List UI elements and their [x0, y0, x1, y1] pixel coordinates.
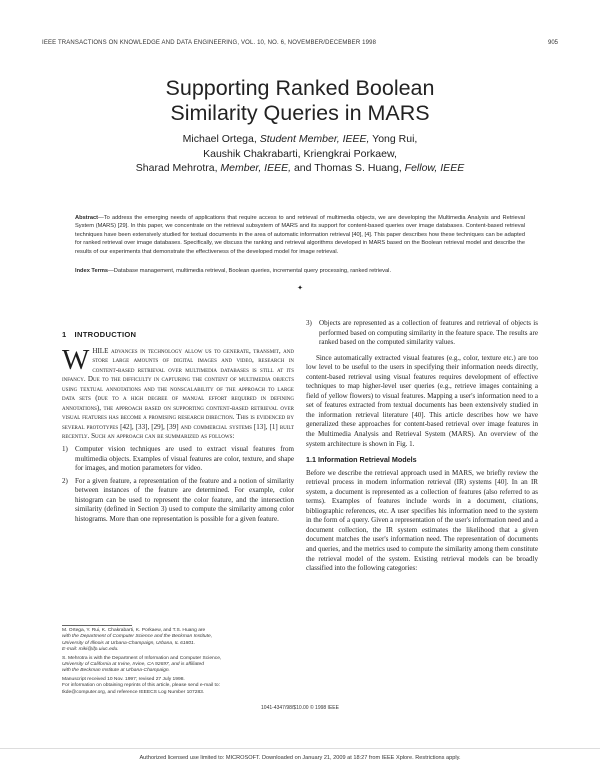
author-line-2: Kaushik Chakrabarti, Kriengkrai Porkaew, — [203, 147, 397, 160]
copyright-line: 1041-4347/98/$10.00 © 1998 IEEE — [261, 705, 339, 711]
section-1-1-heading: 1.1 Information Retrieval Models — [306, 455, 417, 465]
section-1-heading: 1 INTRODUCTION — [62, 330, 137, 339]
list-item: 2) For a given feature, a representation of the feature and a notion of similarity between instances of the feature are determined. For example, color histogram can be used to represent the color feature, and the intersection similarity (defined in Section 3) used to compute the similarity among color histograms. More than one representation is possible for a given feature. — [62, 476, 294, 523]
journal-header: IEEE TRANSACTIONS ON KNOWLEDGE AND DATA ENGINEERING, VOL. 10, NO. 6, NOVEMBER/DECEMBER 1998 — [42, 40, 377, 46]
footnotes — [62, 628, 294, 698]
index-terms-label: Index Terms — [75, 268, 109, 274]
authorized-use-notice: Authorized licensed use limited to: MICROSOFT. Downloaded on January 21, 2009 at 18:27 from IEEE Xplore. Restrictions apply. — [139, 755, 461, 761]
body-paragraph: Since automatically extracted visual features (e.g., color, texture etc.) are too low level to be useful to the users in specifying their information needs directly, content-based retrieval using visual features requires development of effective techniques to map higher-level user queries (e.g., retrieve images containing a field of yellow flowers) to visual features. Mapping a user's information need to a set of features extracted from textual documents has been extensively studied in the information retrieval literature [40]. This article describes how we have generalized these approaches for content-based retrieval over image features in the Multimedia Analysis and Retrieval System (MARS). An overview of the system architecture is shown in Fig. 1. — [306, 353, 538, 448]
body-paragraph: Before we describe the retrieval approach used in MARS, we briefly review the retrieval process in modern information retrieval (IR) systems [40]. In an IR system, a document is represented as a collection of features (also referred to as terms). Examples of features include words in a document, citations, bibliographic references, etc. A user specifies his information need to the system in the form of a query. Given a representation of the user's information need and a document collection, the IR system estimates the likelihood that a given document matches the user's information need. The representation of documents and queries, and the metrics used to compute the similarity among them constitute the retrieval model of the system. Existing retrieval models can be broadly classified into the following categories: — [306, 468, 538, 573]
drop-cap: W — [62, 343, 90, 376]
running-header — [42, 40, 558, 50]
author-line-1: Michael Ortega, Student Member, IEEE, Yong Rui, — [182, 133, 418, 145]
abstract — [75, 214, 525, 256]
abstract-text: —To address the emerging needs of applications that require access to and retrieval of multimedia objects, we are developing the Multimedia Analysis and Retrieval System (MARS) [29]. In this paper, we concentrate on the retrieval subsystem of MARS and its support for content-based queries over image databases. Content-based retrieval techniques have been extensively studied for textual documents in the area of automatic information retrieval [40], [4]. This paper describes how these techniques can be adapted for ranked retrieval over image databases. Specifically, we discuss the ranking and retrieval algorithms developed in MARS based on the Boolean retrieval model and describe the results of our experiments that demonstrate the effectiveness of the developed model for image retrieval. — [75, 215, 525, 255]
list-item: 1) Computer vision techniques are used to extract visual features from multimedia objects. Examples of visual features are color, texture, and shape for images, and motion parameters for video. — [62, 445, 294, 473]
title-line-2: Similarity Queries in MARS — [170, 101, 430, 125]
author-line-3: Sharad Mehrotra, Member, IEEE, and Thomas S. Huang, Fellow, IEEE — [135, 162, 465, 174]
footnote-affiliation-1: M. Ortega, Y. Rui, K. Chakrabarti, K. Porkaew, and T.S. Huang are with the Department of Computer Science and the Beckman Institute, University of Illinois at Urbana-Champaign, Urbana, IL 61801. E-mail: miki@ifp.uiuc.edu. — [62, 628, 213, 653]
page-number: 905 — [547, 40, 558, 46]
section-separator-icon: ✦ — [297, 284, 303, 292]
index-terms — [75, 267, 525, 275]
footnote-affiliation-2: S. Mehrotra is with the Department of Information and Computer Science, University of California at Irvine, Irvine, CA 92697, and is affiliated with the Beckman Institute at Urbana-Champaign. — [62, 655, 222, 674]
footnote-rule — [62, 625, 132, 626]
list-item: 3) Objects are represented as a collection of features and retrieval of objects is performed based on computing similarity in the feature space. The results are ranked based on the computed similarity values. — [306, 319, 538, 347]
author-list — [0, 132, 600, 176]
abstract-label: Abstract — [75, 215, 99, 221]
title-line-1: Supporting Ranked Boolean — [165, 76, 435, 100]
paper-title — [0, 76, 600, 126]
right-column — [306, 319, 538, 574]
index-terms-text: —Database management, multimedia retrieval, Boolean queries, incremental query processing, ranked retrieval. — [108, 268, 392, 274]
divider — [0, 748, 600, 749]
intro-paragraph: WHILE advances in technology allow us to generate, transmit, and store large amounts of digital images and video, research in content-based retrieval over multimedia databases is still at its infancy. Due to the difficulty in capturing the content of multimedia objects using textual annotations and the nonscalability of the approach to large data sets (due to a high degree of manual effort required in defining annotations), the approach based on supporting content-based retrieval over visual features has become a promising research direction. This is evidenced by several prototypes [42], [33], [29], [39] and commercial systems [13], [1] built recently. Such an approach can be summarized as follows: — [62, 343, 294, 441]
left-column — [62, 330, 294, 524]
footnote-manuscript: Manuscript received 10 Nov. 1997; revised 27 July 1998. For information on obtaining reprints of this article, please send e-mail to: tkde@computer.org, and reference IEEECS Log Number 107283. — [62, 676, 220, 695]
